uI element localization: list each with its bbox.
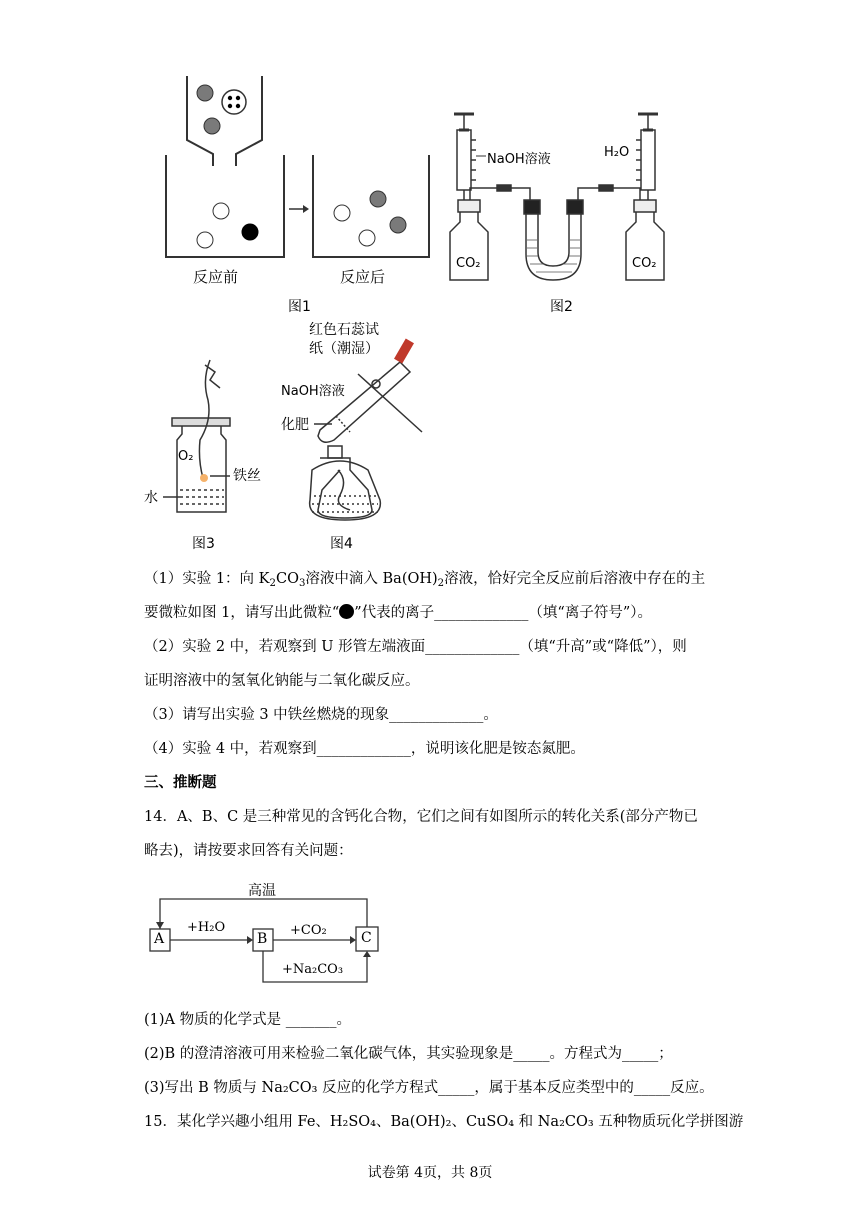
after-label: 反应后 xyxy=(340,268,386,286)
diagram-ab-label: +H₂O xyxy=(187,920,226,935)
section-title: 三、推断题 xyxy=(144,775,217,791)
litmus-label-line2: 纸（潮湿） xyxy=(309,341,379,357)
flame-spark xyxy=(200,474,208,482)
q13-part4: （4）实验 4 中，若观察到_____________，说明该化肥是铵态氮肥。 xyxy=(144,741,585,757)
q13-part1-line2: 要微粒如图 1，请写出此微粒“ ”代表的离子_____________（填“离子符号”）。 xyxy=(144,605,652,621)
page-footer: 试卷第 4页，共 8页 xyxy=(367,1165,493,1181)
particle-gray xyxy=(390,217,406,233)
water-label: H₂O xyxy=(604,145,630,160)
q14-stem-line1: 14．A、B、C 是三种常见的含钙化合物，它们之间有如图所示的转化关系(部分产物已 xyxy=(144,809,698,825)
figure-4-apparatus xyxy=(310,339,422,520)
black-particle-icon xyxy=(339,604,354,619)
figure-2-caption: 图2 xyxy=(550,299,573,315)
particle-gray xyxy=(197,85,213,101)
q14-sub2: (2)B 的澄清溶液可用来检验二氧化碳气体，其实验现象是_____。方程式为_____； xyxy=(144,1046,673,1062)
litmus-label-line1: 红色石蕊试 xyxy=(309,322,379,338)
diagram-bc-label: +CO₂ xyxy=(290,923,327,938)
q13-part2-line2: 证明溶液中的氢氧化钠能与二氧化碳反应。 xyxy=(144,673,420,689)
figure-3-caption: 图3 xyxy=(192,536,215,552)
particle-hydroxide-group xyxy=(222,90,246,114)
co2-left-label: CO₂ xyxy=(456,256,481,271)
q14-sub1: (1)A 物质的化学式是 _______。 xyxy=(144,1012,351,1028)
particle-gray xyxy=(204,118,220,134)
particle-gray xyxy=(370,191,386,207)
before-label: 反应前 xyxy=(193,268,239,286)
q13-part3: （3）请写出实验 3 中铁丝燃烧的现象_____________。 xyxy=(144,707,498,723)
particle-white xyxy=(334,205,350,221)
diagram-bottom-label: +Na₂CO₃ xyxy=(282,962,344,977)
figure-3-apparatus xyxy=(163,360,230,512)
fertilizer-label: 化肥 xyxy=(281,417,309,433)
particle-black xyxy=(242,224,258,240)
co2-right-label: CO₂ xyxy=(632,256,657,271)
iron-wire-label: 铁丝 xyxy=(233,468,261,484)
water-label-fig3: 水 xyxy=(144,490,158,506)
diagram-b: B xyxy=(257,931,268,947)
diagram-a: A xyxy=(154,931,165,947)
particle-white xyxy=(359,230,375,246)
diagram-c: C xyxy=(361,930,372,946)
particle-white xyxy=(213,203,229,219)
q13-part1-line1: （1）实验 1：向 $K_2CO_3$溶液中滴入 $Ba(OH)_2$溶液，恰好完全反应前后溶液中存在的主 xyxy=(144,571,706,589)
figure-4-caption: 图4 xyxy=(330,536,353,552)
figure-1-caption: 图1 xyxy=(288,299,311,315)
particle-white xyxy=(197,232,213,248)
q14-stem-line2: 略去)，请按要求回答有关问题： xyxy=(144,843,353,859)
naoh-solution-label: NaOH溶液 xyxy=(487,152,551,167)
o2-label: O₂ xyxy=(178,449,194,464)
q15-stem-line1: 15．某化学兴趣小组用 Fe、H₂SO₄、Ba(OH)₂、CuSO₄ 和 Na₂CO₃ 五种物质玩化学拼图游 xyxy=(144,1114,744,1130)
naoh-label-fig4: NaOH溶液 xyxy=(281,384,345,399)
q13-part2-line1: （2）实验 2 中，若观察到 U 形管左端液面_____________（填“升高”或“降低”），则 xyxy=(144,639,687,655)
diagram-high-temp: 高温 xyxy=(248,883,276,899)
q14-sub3: (3)写出 B 物质与 Na₂CO₃ 反应的化学方程式_____，属于基本反应类型中的_____反应。 xyxy=(144,1080,714,1096)
